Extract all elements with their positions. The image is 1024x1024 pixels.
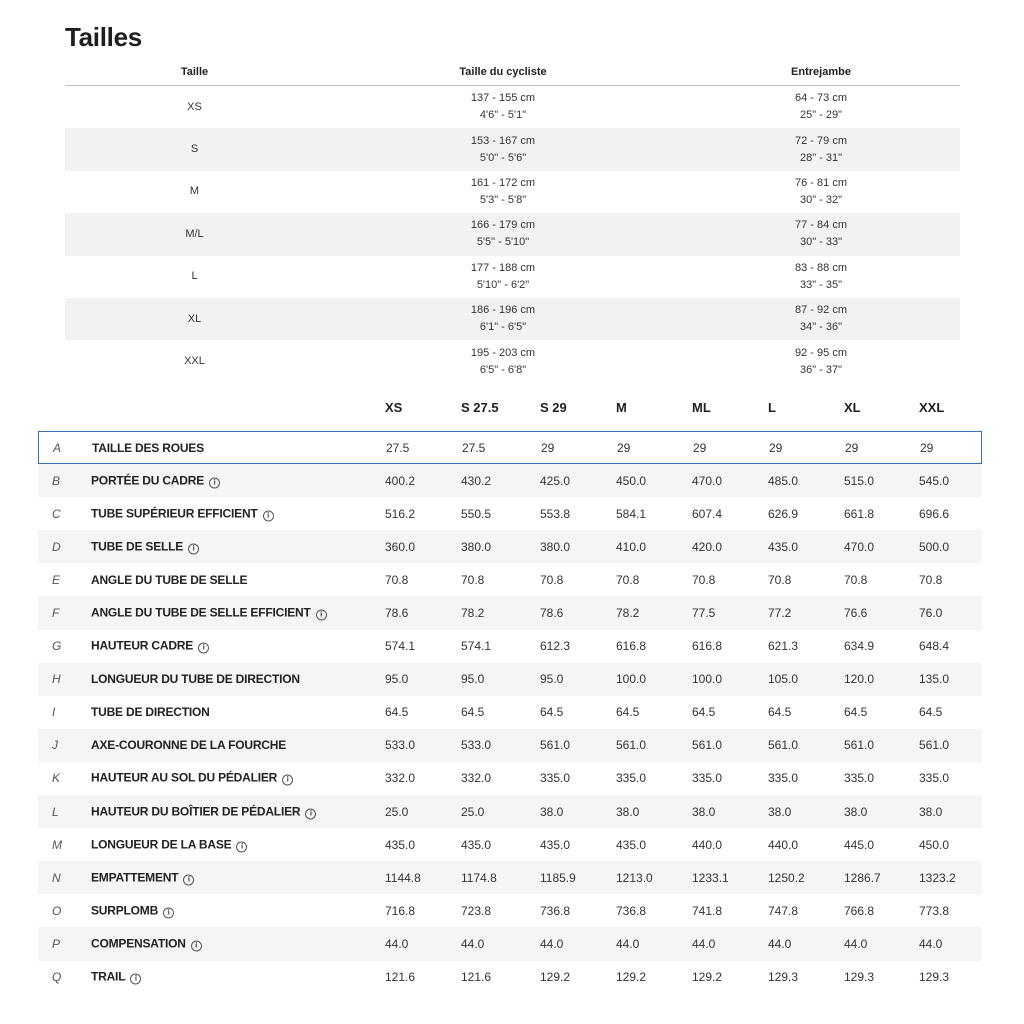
rider-height-cm: 166 - 179 cm (470, 219, 536, 232)
inseam-cell (682, 128, 960, 170)
geometry-value: 435.0 (461, 837, 492, 852)
geometry-value: 44.0 (692, 936, 716, 951)
page-title: Tailles (65, 22, 142, 52)
info-circle-icon[interactable]: i (316, 610, 327, 621)
row-letter: M (52, 837, 62, 852)
geometry-row (38, 596, 982, 629)
row-label-wrap (91, 573, 247, 587)
geometry-value: 64.5 (692, 705, 716, 720)
row-label-wrap (91, 672, 300, 686)
row-letter: H (52, 672, 61, 687)
geometry-value: 561.0 (692, 738, 723, 753)
row-letter: D (52, 539, 61, 554)
geometry-value: 661.8 (844, 506, 875, 521)
geometry-row (38, 927, 982, 960)
info-circle-icon[interactable]: i (188, 543, 199, 554)
size-row (65, 213, 960, 255)
geometry-value: 76.0 (919, 606, 943, 621)
geometry-value: 450.0 (919, 837, 950, 852)
geometry-value: 626.9 (768, 506, 799, 521)
geometry-value: 360.0 (385, 539, 416, 554)
info-circle-icon[interactable]: i (183, 874, 194, 885)
size-row (65, 256, 960, 298)
geometry-value: 533.0 (385, 738, 416, 753)
row-label: ANGLE DU TUBE DE SELLE EFFICIENT (91, 605, 311, 620)
header-inseam: Entrejambe (791, 66, 851, 78)
rider-height-cell (324, 256, 682, 298)
rider-height-cm: 195 - 203 cm (470, 346, 536, 359)
geometry-value: 450.0 (616, 473, 647, 488)
geometry-value: 70.8 (461, 572, 485, 587)
geometry-value: 574.1 (461, 639, 492, 654)
geometry-value: 38.0 (616, 804, 640, 819)
geometry-value: 1185.9 (540, 870, 576, 885)
geometry-value: 485.0 (768, 473, 799, 488)
row-letter: E (52, 572, 61, 587)
inseam-cm: 64 - 73 cm (795, 92, 847, 105)
inseam-cm: 83 - 88 cm (795, 261, 847, 274)
geometry-value: 29 (693, 440, 707, 455)
row-label-wrap (92, 441, 204, 455)
row-label-wrap (91, 606, 327, 621)
geometry-value: 607.4 (692, 506, 723, 521)
geometry-row (38, 530, 982, 563)
geometry-value: 29 (617, 440, 631, 455)
geometry-value: 95.0 (385, 672, 409, 687)
geometry-value: 380.0 (540, 539, 571, 554)
header-rider-height: Taille du cycliste (459, 66, 547, 78)
geometry-value: 435.0 (616, 837, 647, 852)
row-letter: G (52, 639, 62, 654)
geometry-size-header: XS (385, 400, 403, 415)
geometry-value: 773.8 (919, 903, 950, 918)
geometry-value: 64.5 (768, 705, 792, 720)
info-circle-icon[interactable]: i (130, 974, 141, 985)
geometry-value: 616.8 (692, 639, 723, 654)
size-table-header (65, 59, 960, 86)
rider-height-ft: 5'0" - 5'6" (479, 151, 527, 164)
geometry-value: 561.0 (844, 738, 875, 753)
info-circle-icon[interactable]: i (209, 477, 220, 488)
size-cell (65, 171, 324, 213)
size-row (65, 86, 960, 128)
geometry-size-header: ML (692, 400, 711, 415)
row-label: HAUTEUR CADRE (91, 638, 194, 653)
geometry-row (38, 696, 982, 729)
inseam-cm: 72 - 79 cm (795, 134, 847, 147)
geometry-value: 105.0 (768, 672, 799, 687)
row-label-wrap (91, 705, 210, 719)
inseam-cell (682, 86, 960, 128)
geometry-value: 435.0 (385, 837, 416, 852)
geometry-value: 29 (845, 440, 859, 455)
geometry-value: 95.0 (540, 672, 564, 687)
inseam-in: 25" - 29" (799, 109, 843, 122)
geometry-value: 736.8 (616, 903, 647, 918)
geometry-value: 470.0 (844, 539, 875, 554)
geometry-value: 70.8 (844, 572, 868, 587)
geometry-value: 380.0 (461, 539, 492, 554)
geometry-size-header: XL (844, 400, 861, 415)
row-label-wrap (91, 473, 220, 488)
size-cell (65, 340, 324, 382)
row-label-wrap (91, 539, 199, 554)
size-cell (65, 128, 324, 170)
row-label-wrap (91, 936, 202, 951)
geometry-size-header: M (616, 400, 627, 415)
geometry-value: 616.8 (616, 639, 647, 654)
size-table-body (65, 86, 960, 383)
geometry-value: 332.0 (461, 771, 492, 786)
row-letter: F (52, 606, 60, 621)
geometry-value: 25.0 (385, 804, 409, 819)
geometry-value: 70.8 (540, 572, 564, 587)
row-letter: L (52, 804, 59, 819)
geometry-value: 70.8 (919, 572, 943, 587)
rider-height-cell (324, 340, 682, 382)
geometry-value: 70.8 (385, 572, 409, 587)
geometry-value: 135.0 (919, 672, 950, 687)
geometry-value: 25.0 (461, 804, 485, 819)
row-label: TUBE DE SELLE (91, 539, 184, 554)
inseam-in: 36" - 37" (799, 363, 843, 376)
geometry-value: 78.6 (385, 606, 409, 621)
geometry-value: 561.0 (616, 738, 647, 753)
geometry-row (38, 961, 982, 994)
geometry-value: 64.5 (385, 705, 409, 720)
geometry-value: 44.0 (919, 936, 943, 951)
geometry-value: 335.0 (540, 771, 571, 786)
geometry-value: 100.0 (692, 672, 723, 687)
geometry-value: 44.0 (461, 936, 485, 951)
inseam-in: 28" - 31" (799, 151, 843, 164)
inseam-cell (682, 256, 960, 298)
size-label: L (191, 270, 198, 283)
geometry-value: 38.0 (540, 804, 564, 819)
geometry-value: 335.0 (768, 771, 799, 786)
rider-height-cm: 153 - 167 cm (470, 134, 536, 147)
geometry-value: 435.0 (540, 837, 571, 852)
row-letter: I (52, 705, 56, 720)
size-label: S (190, 143, 199, 156)
geometry-value: 64.5 (616, 705, 640, 720)
row-label: AXE-COURONNE DE LA FOURCHE (91, 738, 287, 753)
geometry-value: 70.8 (768, 572, 792, 587)
row-label: EMPATTEMENT (91, 870, 179, 885)
inseam-cell (682, 340, 960, 382)
rider-height-ft: 4'6" - 5'1" (479, 109, 527, 122)
info-circle-icon[interactable]: i (163, 907, 174, 918)
geometry-value: 1213.0 (616, 870, 653, 885)
geometry-value: 44.0 (385, 936, 409, 951)
geometry-value: 29 (769, 440, 783, 455)
geometry-value: 77.2 (768, 606, 792, 621)
info-circle-icon[interactable]: i (191, 940, 202, 951)
geometry-value: 430.2 (461, 473, 492, 488)
geometry-row (38, 497, 982, 530)
geometry-row (38, 630, 982, 663)
size-label: M (189, 185, 200, 198)
rider-height-cm: 161 - 172 cm (470, 176, 536, 189)
geometry-row (38, 431, 982, 464)
row-label-wrap (91, 870, 194, 885)
row-label: LONGUEUR DU TUBE DE DIRECTION (91, 672, 300, 687)
geometry-value: 64.5 (919, 705, 943, 720)
row-label: PORTÉE DU CADRE (91, 473, 205, 488)
rider-height-ft: 5'3" - 5'8" (479, 193, 527, 206)
size-row (65, 340, 960, 382)
inseam-in: 34" - 36" (799, 321, 843, 334)
size-cell (65, 86, 324, 128)
row-letter: J (52, 738, 58, 753)
inseam-cm: 77 - 84 cm (795, 219, 847, 232)
geometry-value: 78.2 (616, 606, 640, 621)
geometry-value: 561.0 (919, 738, 950, 753)
geometry-size-header: L (768, 400, 776, 415)
row-label-wrap (91, 639, 209, 654)
geometry-value: 335.0 (919, 771, 950, 786)
geometry-value: 332.0 (385, 771, 416, 786)
size-table (65, 59, 960, 383)
row-label-wrap (91, 738, 286, 752)
size-row (65, 128, 960, 170)
geometry-value: 129.3 (919, 970, 950, 985)
info-circle-icon[interactable]: i (282, 775, 293, 786)
geometry-value: 38.0 (692, 804, 716, 819)
geometry-value: 553.8 (540, 506, 571, 521)
geometry-row (38, 828, 982, 861)
geometry-value: 38.0 (844, 804, 868, 819)
row-label-wrap (91, 506, 274, 521)
rider-height-cell (324, 213, 682, 255)
geometry-value: 634.9 (844, 639, 875, 654)
geometry-value: 120.0 (844, 672, 875, 687)
geometry-value: 716.8 (385, 903, 416, 918)
geometry-row (38, 861, 982, 894)
geometry-value: 621.3 (768, 639, 799, 654)
geometry-value: 648.4 (919, 639, 950, 654)
geometry-value: 1233.1 (692, 870, 729, 885)
geometry-value: 44.0 (768, 936, 792, 951)
info-circle-icon[interactable]: i (198, 643, 209, 654)
geometry-value: 747.8 (768, 903, 799, 918)
geometry-value: 64.5 (540, 705, 564, 720)
geometry-row (38, 795, 982, 828)
geometry-value: 723.8 (461, 903, 492, 918)
geometry-value: 129.2 (540, 970, 571, 985)
size-cell (65, 256, 324, 298)
row-label-wrap (91, 970, 141, 985)
geometry-value: 736.8 (540, 903, 571, 918)
geometry-value: 425.0 (540, 473, 571, 488)
geometry-value: 420.0 (692, 539, 723, 554)
geometry-value: 129.3 (768, 970, 799, 985)
geometry-value: 27.5 (462, 440, 486, 455)
geometry-value: 515.0 (844, 473, 875, 488)
row-label: TRAIL (91, 969, 126, 984)
rider-height-ft: 5'10" - 6'2" (476, 278, 530, 291)
row-label: COMPENSATION (91, 936, 186, 951)
geometry-value: 70.8 (616, 572, 640, 587)
geometry-value: 440.0 (768, 837, 799, 852)
size-cell (65, 298, 324, 340)
row-label: SURPLOMB (91, 903, 159, 918)
geometry-value: 696.6 (919, 506, 950, 521)
geometry-value: 440.0 (692, 837, 723, 852)
row-label: LONGUEUR DE LA BASE (91, 837, 232, 852)
geometry-row (38, 894, 982, 927)
geometry-value: 70.8 (692, 572, 716, 587)
geometry-row (38, 464, 982, 497)
geometry-row (38, 762, 982, 795)
geometry-row (38, 563, 982, 596)
geometry-value: 77.5 (692, 606, 716, 621)
info-circle-icon[interactable]: i (263, 510, 274, 521)
row-label: TAILLE DES ROUES (92, 440, 204, 455)
geometry-row (38, 729, 982, 762)
geometry-value: 95.0 (461, 672, 485, 687)
geometry-value: 78.2 (461, 606, 485, 621)
geometry-value: 516.2 (385, 506, 416, 521)
geometry-value: 44.0 (540, 936, 564, 951)
row-label-wrap (91, 804, 316, 819)
geometry-value: 574.1 (385, 639, 416, 654)
info-circle-icon[interactable]: i (305, 808, 316, 819)
geometry-value: 129.3 (844, 970, 875, 985)
geometry-row (38, 663, 982, 696)
geometry-value: 741.8 (692, 903, 723, 918)
rider-height-cell (324, 128, 682, 170)
rider-height-ft: 6'5" - 6'8" (479, 363, 527, 376)
inseam-cell (682, 213, 960, 255)
inseam-cm: 87 - 92 cm (795, 304, 847, 317)
geometry-value: 500.0 (919, 539, 950, 554)
geometry-value: 1174.8 (461, 870, 497, 885)
geometry-value: 545.0 (919, 473, 950, 488)
inseam-cell (682, 171, 960, 213)
size-row (65, 298, 960, 340)
inseam-cell (682, 298, 960, 340)
geometry-value: 121.6 (461, 970, 492, 985)
geometry-value: 129.2 (692, 970, 723, 985)
header-size: Taille (180, 66, 209, 78)
geometry-value: 1323.2 (919, 870, 956, 885)
geometry-size-header: S 29 (540, 400, 567, 415)
row-label: HAUTEUR DU BOÎTIER DE PÉDALIER (91, 804, 301, 819)
size-row (65, 171, 960, 213)
geometry-value: 44.0 (616, 936, 640, 951)
geometry-value: 561.0 (768, 738, 799, 753)
row-label: TUBE SUPÉRIEUR EFFICIENT (91, 506, 258, 521)
rider-height-cm: 177 - 188 cm (470, 261, 536, 274)
geometry-value: 76.6 (844, 606, 868, 621)
inseam-cm: 92 - 95 cm (795, 346, 847, 359)
rider-height-cm: 186 - 196 cm (470, 304, 536, 317)
geometry-value: 64.5 (461, 705, 485, 720)
geometry-value: 29 (541, 440, 555, 455)
geometry-header (38, 392, 982, 422)
info-circle-icon[interactable]: i (236, 841, 247, 852)
geometry-value: 1250.2 (768, 870, 805, 885)
inseam-in: 33" - 35" (799, 278, 843, 291)
geometry-value: 78.6 (540, 606, 564, 621)
row-letter: P (52, 936, 61, 951)
geometry-value: 410.0 (616, 539, 647, 554)
geometry-value: 612.3 (540, 639, 571, 654)
geometry-value: 766.8 (844, 903, 875, 918)
geometry-value: 335.0 (692, 771, 723, 786)
geometry-value: 100.0 (616, 672, 647, 687)
geometry-value: 435.0 (768, 539, 799, 554)
geometry-value: 335.0 (844, 771, 875, 786)
rider-height-cm: 137 - 155 cm (470, 92, 536, 105)
inseam-cm: 76 - 81 cm (795, 176, 847, 189)
geometry-size-header: S 27.5 (461, 400, 499, 415)
geometry-value: 38.0 (768, 804, 792, 819)
inseam-in: 30" - 32" (799, 193, 843, 206)
geometry-value: 1286.7 (844, 870, 881, 885)
geometry-table (38, 431, 982, 994)
row-label: TUBE DE DIRECTION (91, 705, 210, 720)
row-letter: A (53, 440, 62, 455)
geometry-value: 121.6 (385, 970, 416, 985)
geometry-value: 64.5 (844, 705, 868, 720)
rider-height-cell (324, 298, 682, 340)
row-letter: C (52, 506, 61, 521)
geometry-value: 27.5 (386, 440, 410, 455)
row-label-wrap (91, 903, 174, 918)
size-label: XXL (184, 355, 205, 368)
geometry-value: 1144.8 (385, 870, 421, 885)
inseam-in: 30" - 33" (799, 236, 843, 249)
rider-height-cell (324, 171, 682, 213)
size-cell (65, 213, 324, 255)
geometry-value: 470.0 (692, 473, 723, 488)
row-letter: K (52, 771, 61, 786)
rider-height-ft: 5'5" - 5'10" (476, 236, 530, 249)
geometry-value: 129.2 (616, 970, 647, 985)
geometry-value: 584.1 (616, 506, 647, 521)
geometry-value: 38.0 (919, 804, 943, 819)
geometry-value: 44.0 (844, 936, 868, 951)
rider-height-cell (324, 86, 682, 128)
size-label: M/L (185, 227, 204, 240)
row-letter: N (52, 870, 61, 885)
geometry-value: 29 (920, 440, 934, 455)
rider-height-ft: 6'1" - 6'5" (479, 321, 527, 334)
row-label-wrap (91, 837, 247, 852)
geometry-value: 533.0 (461, 738, 492, 753)
row-label-wrap (91, 771, 293, 786)
row-letter: Q (52, 970, 62, 985)
row-letter: B (52, 473, 61, 488)
size-label: XS (187, 100, 202, 113)
geometry-value: 561.0 (540, 738, 571, 753)
row-letter: O (52, 903, 62, 918)
geometry-value: 400.2 (385, 473, 416, 488)
row-label: HAUTEUR AU SOL DU PÉDALIER (91, 770, 278, 785)
geometry-value: 550.5 (461, 506, 492, 521)
geometry-value: 445.0 (844, 837, 875, 852)
geometry-value: 335.0 (616, 771, 647, 786)
row-label: ANGLE DU TUBE DE SELLE (91, 572, 248, 587)
geometry-size-header: XXL (919, 400, 945, 415)
size-label: XL (187, 312, 202, 325)
